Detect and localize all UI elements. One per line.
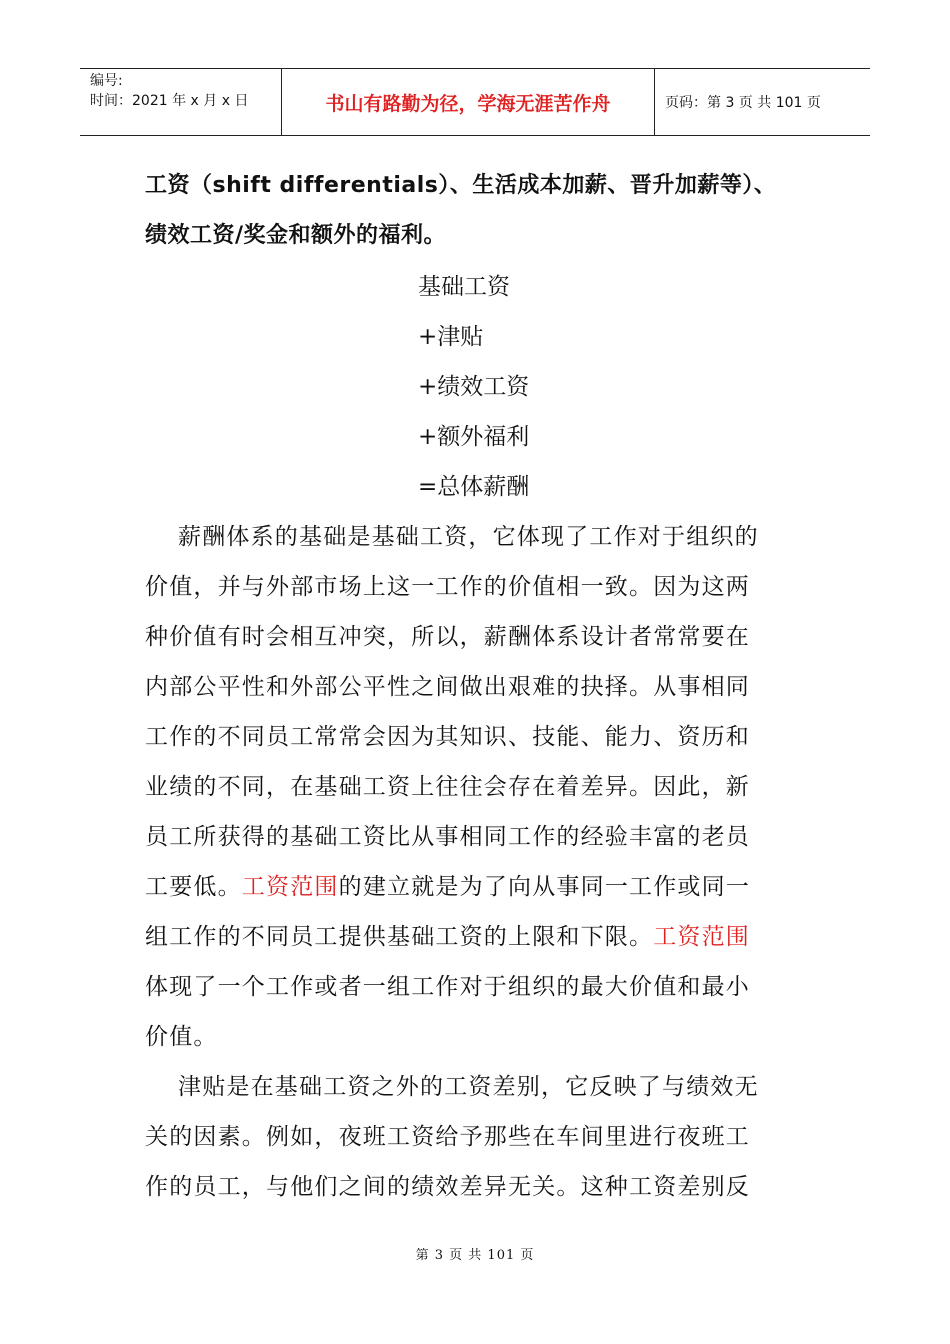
formula-line-allowance: +津贴 <box>418 324 484 350</box>
highlight-term: 工资范围 <box>241 874 339 900</box>
body-line <box>145 868 750 901</box>
body-line: 关的因素。例如，夜班工资给予那些在车间里进行夜班工 <box>145 1124 750 1150</box>
intro-line-1: 工资（shift differentials）、生活成本加薪、晋升加薪等）、 <box>145 173 777 198</box>
body-text: 工要低。 <box>145 874 242 900</box>
header-page-info: 页码：第 3 页 共 101 页 <box>665 95 821 111</box>
body-line: 薪酬体系的基础是基础工资，它体现了工作对于组织的 <box>178 524 759 550</box>
formula-line-benefits: +额外福利 <box>418 424 530 450</box>
header-motto: 书山有路勤为径，学海无涯苦作舟 <box>282 69 655 135</box>
body-line: 种价值有时会相互冲突，所以，薪酬体系设计者常常要在 <box>145 624 750 650</box>
body-line: 津贴是在基础工资之外的工资差别，它反映了与绩效无 <box>178 1074 759 1100</box>
body-line <box>145 918 750 951</box>
body-line: 内部公平性和外部公平性之间做出艰难的抉择。从事相同 <box>145 674 750 700</box>
body-line: 业绩的不同，在基础工资上往往会存在着差异。因此，新 <box>145 774 750 800</box>
highlight-term: 工资范围 <box>653 924 751 950</box>
header-meta-cell <box>80 69 282 135</box>
body-line: 作的员工，与他们之间的绩效差异无关。这种工资差别反 <box>145 1174 750 1200</box>
formula-line-base: 基础工资 <box>418 274 510 300</box>
body-line: 工作的不同员工常常会因为其知识、技能、能力、资历和 <box>145 724 750 750</box>
body-line: 价值。 <box>145 1024 218 1050</box>
header-table <box>80 68 870 136</box>
formula-line-total: =总体薪酬 <box>418 474 530 500</box>
body-text: 的建立就是为了向从事同一工作或同一 <box>338 874 751 900</box>
body-text: 组工作的不同员工提供基础工资的上限和下限。 <box>145 924 654 950</box>
formula-line-performance: +绩效工资 <box>418 374 530 400</box>
body-line: 员工所获得的基础工资比从事相同工作的经验丰富的老员 <box>145 824 750 850</box>
time-label: 时间：2021 年 x 月 x 日 <box>90 93 249 109</box>
body-line: 体现了一个工作或者一组工作对于组织的最大价值和最小 <box>145 974 750 1000</box>
intro-line-2: 绩效工资/奖金和额外的福利。 <box>145 223 447 248</box>
body-line: 价值，并与外部市场上这一工作的价值相一致。因为这两 <box>145 574 750 600</box>
page-footer: 第 3 页 共 101 页 <box>415 1248 535 1263</box>
number-label: 编号: <box>90 73 123 89</box>
